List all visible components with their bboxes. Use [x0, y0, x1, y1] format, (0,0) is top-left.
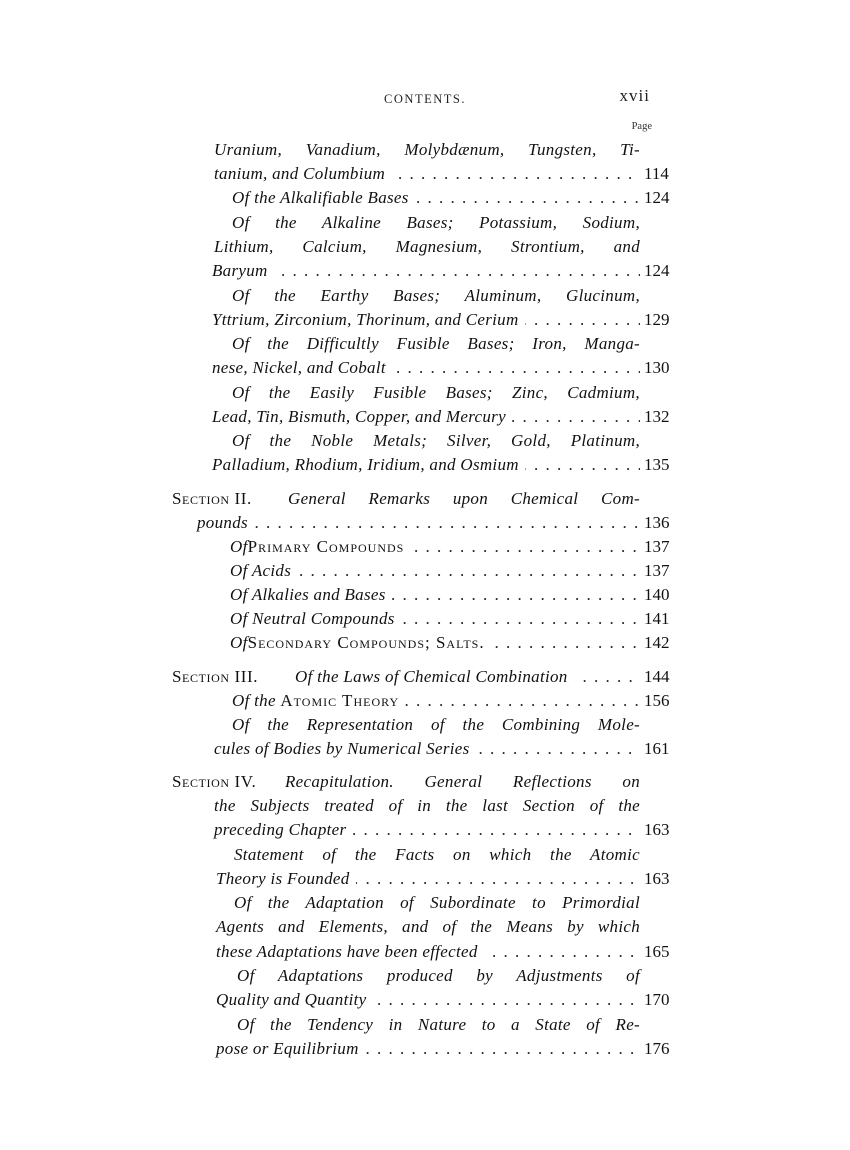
toc-line: [0, 210, 850, 235]
toc-line: [0, 404, 850, 429]
toc-entry-text: Quality and Quantity: [216, 987, 372, 1012]
toc-entry-text: Of Alkalies and Bases: [230, 582, 392, 607]
toc-line: [0, 712, 850, 737]
toc-page-number: 132: [644, 407, 670, 426]
toc-entry-smallcaps: Primary Compounds: [247, 537, 405, 556]
toc-entry-prefix: Of: [230, 633, 248, 652]
toc-entry-text: these Adaptations have been effected: [216, 939, 484, 964]
toc-line: [0, 234, 850, 259]
page-column-label: Page: [631, 121, 652, 132]
toc-page-number: 176: [644, 1039, 670, 1058]
toc-entry-text: Of the Earthy Bases; Aluminum, Glucinum,: [232, 283, 640, 308]
toc-line: [0, 606, 850, 631]
toc-entry-text: Palladium, Rhodium, Iridium, and Osmium: [212, 452, 525, 477]
toc-page-number: 144: [644, 667, 670, 686]
section-number: Section II.: [172, 489, 252, 508]
toc-entry-text: Of the Tendency in Nature to a State of Re-: [237, 1012, 640, 1037]
toc-entry-text: pose or Equilibrium: [216, 1036, 365, 1061]
toc-page-number: 129: [644, 310, 670, 329]
toc-line: [0, 736, 850, 761]
toc-page-number: 170: [644, 990, 670, 1009]
toc-line: [0, 331, 850, 356]
toc-entry-text: Recapitulation. General Reflections on: [285, 769, 640, 794]
toc-line: [0, 161, 850, 186]
toc-line: [0, 510, 850, 535]
toc-line: [0, 283, 850, 308]
toc-line: [0, 558, 850, 583]
toc-entry-smallcaps: Atomic Theory: [280, 691, 400, 710]
toc-entry-text: General Remarks upon Chemical Com-: [288, 486, 640, 511]
toc-entry-text: pounds: [197, 510, 254, 535]
toc-entry-text: Of Adaptations produced by Adjustments of: [237, 963, 640, 988]
toc-entry-text: Of the Laws of Chemical Combination: [295, 664, 574, 689]
toc-page-number: 140: [644, 585, 670, 604]
toc-line: [0, 137, 850, 162]
toc-entry-text: Uranium, Vanadium, Molybdænum, Tungsten, Ti-: [214, 137, 640, 162]
toc-line: [0, 866, 850, 891]
toc-entry-text: Of the Alkaline Bases; Potassium, Sodium,: [232, 210, 640, 235]
section-label: [172, 664, 264, 689]
toc-line: [0, 307, 850, 332]
toc-line: [0, 842, 850, 867]
toc-entry-text: Baryum: [212, 258, 274, 283]
toc-entry-text: Lead, Tin, Bismuth, Copper, and Mercury: [212, 404, 512, 429]
toc-entry-text: preceding Chapter: [214, 817, 352, 842]
toc-entry-prefix: Of the: [232, 691, 276, 710]
dot-leader: [212, 258, 640, 283]
toc-page-number: 137: [644, 561, 670, 580]
toc-entry-text: cules of Bodies by Numerical Series: [214, 736, 476, 761]
toc-line: [0, 185, 850, 210]
toc-entry-text: Agents and Elements, and of the Means by which: [216, 914, 640, 939]
toc-page-number: 161: [644, 739, 670, 758]
toc-page-number: 130: [644, 358, 670, 377]
toc-line: [0, 963, 850, 988]
toc-page-number: 163: [644, 869, 670, 888]
toc-page-number: 124: [644, 188, 670, 207]
toc-page-number: 142: [644, 633, 670, 652]
toc-line: [0, 1012, 850, 1037]
toc-line: [0, 793, 850, 818]
toc-line: [0, 769, 850, 794]
toc-line: [0, 380, 850, 405]
toc-entry-text: Of the Alkalifiable Bases: [232, 185, 415, 210]
toc-entry-smallcaps: Secondary Compounds; Salts.: [247, 633, 485, 652]
toc-entry-text: nese, Nickel, and Cobalt: [212, 355, 392, 380]
toc-line: [0, 1036, 850, 1061]
toc-page-number: 141: [644, 609, 670, 628]
toc-entry-text: the Subjects treated of in the last Section of the: [214, 793, 640, 818]
toc-line: [0, 582, 850, 607]
page-number: xvii: [619, 86, 650, 105]
toc-entry-text: Of Neutral Compounds: [230, 606, 401, 631]
toc-page-number: 163: [644, 820, 670, 839]
toc-page-number: 156: [644, 691, 670, 710]
toc-page-number: 114: [644, 164, 669, 183]
toc-line: [0, 939, 850, 964]
toc-entry-text: Statement of the Facts on which the Atomic: [234, 842, 640, 867]
toc-line: [0, 688, 850, 713]
toc-line: [0, 258, 850, 283]
toc-line: [0, 428, 850, 453]
toc-line: [0, 914, 850, 939]
toc-entry-text: tanium, and Columbium: [214, 161, 391, 186]
section-number: Section IV.: [172, 772, 257, 791]
toc-entry-text: Of the Representation of the Combining Mole-: [232, 712, 640, 737]
toc-entry-text: Of Acids: [230, 558, 297, 583]
toc-entry-text: Of the Noble Metals; Silver, Gold, Platinum,: [232, 428, 640, 453]
section-number: Section III.: [172, 667, 259, 686]
toc-entry-text: [230, 534, 410, 559]
toc-line: [0, 486, 850, 511]
toc-line: [0, 890, 850, 915]
toc-entry-text: Of the Adaptation of Subordinate to Primordial: [234, 890, 640, 915]
running-head: CONTENTS.: [384, 92, 466, 106]
toc-entry-text: [232, 688, 405, 713]
toc-page-number: 137: [644, 537, 670, 556]
section-label: [172, 486, 258, 511]
toc-line: [0, 630, 850, 655]
toc-page-number: 135: [644, 455, 670, 474]
dot-leader: [197, 510, 640, 535]
toc-entry-text: Theory is Founded: [216, 866, 356, 891]
toc-entry-text: Lithium, Calcium, Magnesium, Strontium, and: [214, 234, 640, 259]
toc-line: [0, 817, 850, 842]
toc-entry-text: Of the Easily Fusible Bases; Zinc, Cadmium,: [232, 380, 640, 405]
section-label: [172, 769, 262, 794]
toc-line: [0, 987, 850, 1012]
toc-page-number: 136: [644, 513, 670, 532]
toc-line: [0, 534, 850, 559]
toc-entry-text: Of the Difficultly Fusible Bases; Iron, Manga-: [232, 331, 640, 356]
toc-entry-text: Yttrium, Zirconium, Thorinum, and Cerium: [212, 307, 525, 332]
toc-entry-text: [230, 630, 491, 655]
toc-line: [0, 452, 850, 477]
toc-line: [0, 355, 850, 380]
toc-page-number: 124: [644, 261, 670, 280]
toc-line: [0, 664, 850, 689]
toc-entry-prefix: Of: [230, 537, 248, 556]
toc-page-number: 165: [644, 942, 670, 961]
